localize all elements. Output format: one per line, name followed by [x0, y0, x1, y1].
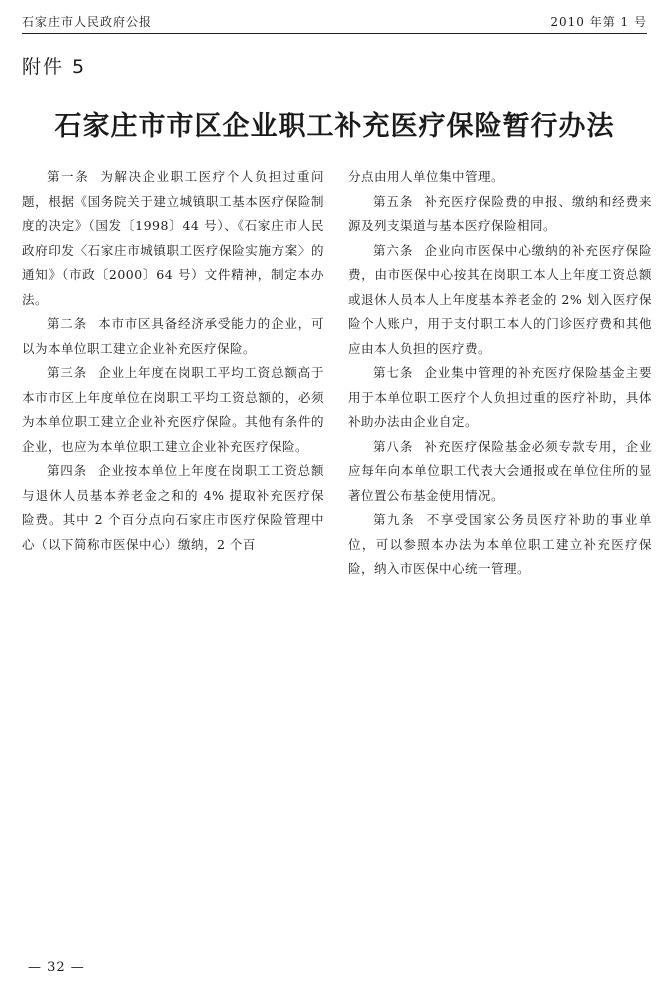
article-5	[348, 190, 652, 239]
article-4	[22, 459, 324, 557]
article-label: 第六条	[373, 242, 414, 258]
article-label: 第七条	[373, 365, 414, 380]
article-label: 第四条	[47, 463, 87, 478]
article-9	[348, 508, 652, 582]
attachment-label: 附件 5	[22, 56, 87, 78]
article-1	[22, 165, 324, 312]
article-text: 企业上年度在岗职工平均工资总额高于本市市区上年度单位在岗职工平均工资总额的，必须为本单位职工建立企业补充医疗保险。其他有条件的企业，也应为本单位职工建立企业补充医疗保险。	[22, 365, 324, 454]
publication-name: 石家庄市人民政府公报	[22, 15, 153, 29]
right-column	[348, 165, 652, 582]
page-number: — 32 —	[28, 960, 85, 975]
left-column	[22, 165, 324, 557]
running-header	[22, 9, 647, 34]
article-6	[348, 239, 652, 362]
article-8	[348, 435, 652, 509]
article-text: 补充医疗保险基金必须专款专用，企业应每年向本单位职工代表大会通报或在单位住所的显著位置公布基金使用情况。	[348, 438, 652, 503]
article-text: 企业集中管理的补充医疗保险基金主要用于本单位职工医疗个人负担过重的医疗补助，具体补助办法由企业自定。	[348, 365, 652, 429]
article-label: 第八条	[373, 438, 414, 454]
article-3	[22, 361, 324, 459]
article-label: 第五条	[373, 193, 414, 209]
article-label: 第九条	[373, 512, 416, 527]
article-text: 企业向市医保中心缴纳的补充医疗保险费，由市医保中心按其在岗职工本人上年度工资总额或退休人员本人上年度基本养老金的 2% 划入医疗保险个人账户，用于支付职工本人的门诊医疗费和其他应由本人负担的医疗费。	[348, 242, 652, 356]
document-title: 石家庄市市区企业职工补充医疗保险暂行办法	[54, 111, 615, 142]
article-4-continuation: 分点由用人单位集中管理。	[348, 169, 505, 184]
article-text: 不享受国家公务员医疗补助的事业单位，可以参照本办法为本单位职工建立补充医疗保险，纳入市医保中心统一管理。	[348, 512, 652, 576]
article-text: 企业按本单位上年度在岗职工工资总额与退休人员基本养老金之和的 4% 提取补充医疗保险费。其中 2 个百分点向石家庄市医疗保险管理中心（以下简称市医保中心）缴纳，2 个百	[22, 463, 324, 552]
article-label: 第二条	[47, 316, 87, 331]
issue-number: 2010 年第 1 号	[550, 15, 647, 29]
article-label: 第三条	[47, 365, 87, 380]
article-2	[22, 312, 324, 361]
article-text: 补充医疗保险费的申报、缴纳和经费来源及列支渠道与基本医疗保险相同。	[348, 193, 652, 233]
article-text: 为解决企业职工医疗个人负担过重问题，根据《国务院关于建立城镇职工基本医疗保险制度的决定》（国发〔1998〕44 号）、《石家庄市人民政府印发〈石家庄市城镇职工医疗保险实施方案〉的通知》（市政〔2000〕64 号）文件精神，制定本办法。	[22, 169, 324, 307]
article-label: 第一条	[47, 169, 90, 184]
article-7	[348, 361, 652, 435]
article-text: 本市市区具备经济承受能力的企业，可以为本单位职工建立企业补充医疗保险。	[22, 316, 324, 356]
